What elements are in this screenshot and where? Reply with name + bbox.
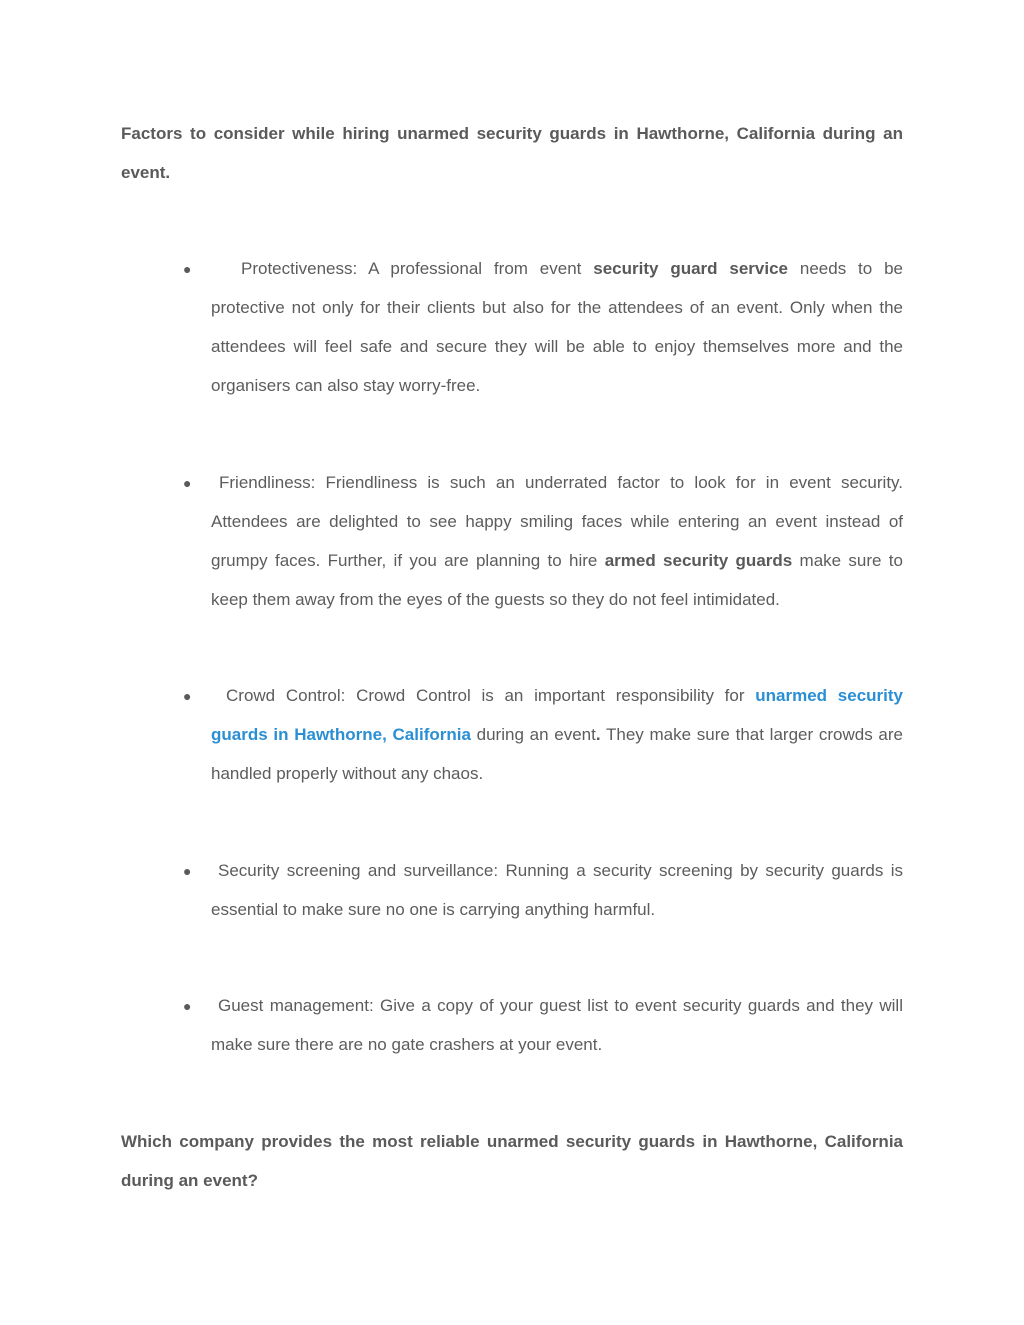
list-item-friendliness [183,463,903,619]
keyword-security-guard-service: security guard service [593,259,789,278]
section-heading-company: Which company provides the most reliable unarmed security guards in Hawthorne, California during an event? [121,1132,903,1190]
list-item-text: Security screening and surveillance: Running a security screening by security guards is essential to make sure no one is carrying anything harmful. [211,861,903,919]
list-item-text: Crowd Control: Crowd Control is an important responsibility for unarmed security guards in Hawthorne, California during an event. They make sure that larger crowds are handled properly without any chaos. [211,686,903,783]
bullet-icon: ● [183,688,192,704]
list-item-protectiveness [183,249,903,405]
link-unarmed-security-guards[interactable]: unarmed security guards in Hawthorne, California [211,686,903,744]
bullet-icon: ● [183,863,192,879]
bullet-icon: ● [183,261,192,277]
bullet-icon: ● [183,475,192,491]
list-item-text: Guest management: Give a copy of your guest list to event security guards and they will make sure there are no gate crashers at your event. [211,996,903,1054]
list-item-crowd-control [183,676,903,793]
list-item-text: Protectiveness: A professional from event security guard service needs to be protective not only for their clients but also for the attendees of an event. Only when the attendees will feel safe and secure they will be able to enjoy themselves more and the organisers can also stay worry-free. [211,259,904,395]
bullet-icon: ● [183,998,192,1014]
keyword-armed-security-guards: armed security guards [604,551,793,570]
section-heading-factors: Factors to consider while hiring unarmed security guards in Hawthorne, California during an event. [121,124,903,182]
list-item-guest-management [183,986,903,1064]
list-item-text: Friendliness: Friendliness is such an underrated factor to look for in event security. Attendees are delighted to see happy smiling faces while entering an event instead of grumpy faces. Further, if you are planning to hire armed security guards make sure to keep them away from the eyes of the guests so they do not feel intimidated. [211,473,903,609]
list-item-security-screening [183,851,903,929]
